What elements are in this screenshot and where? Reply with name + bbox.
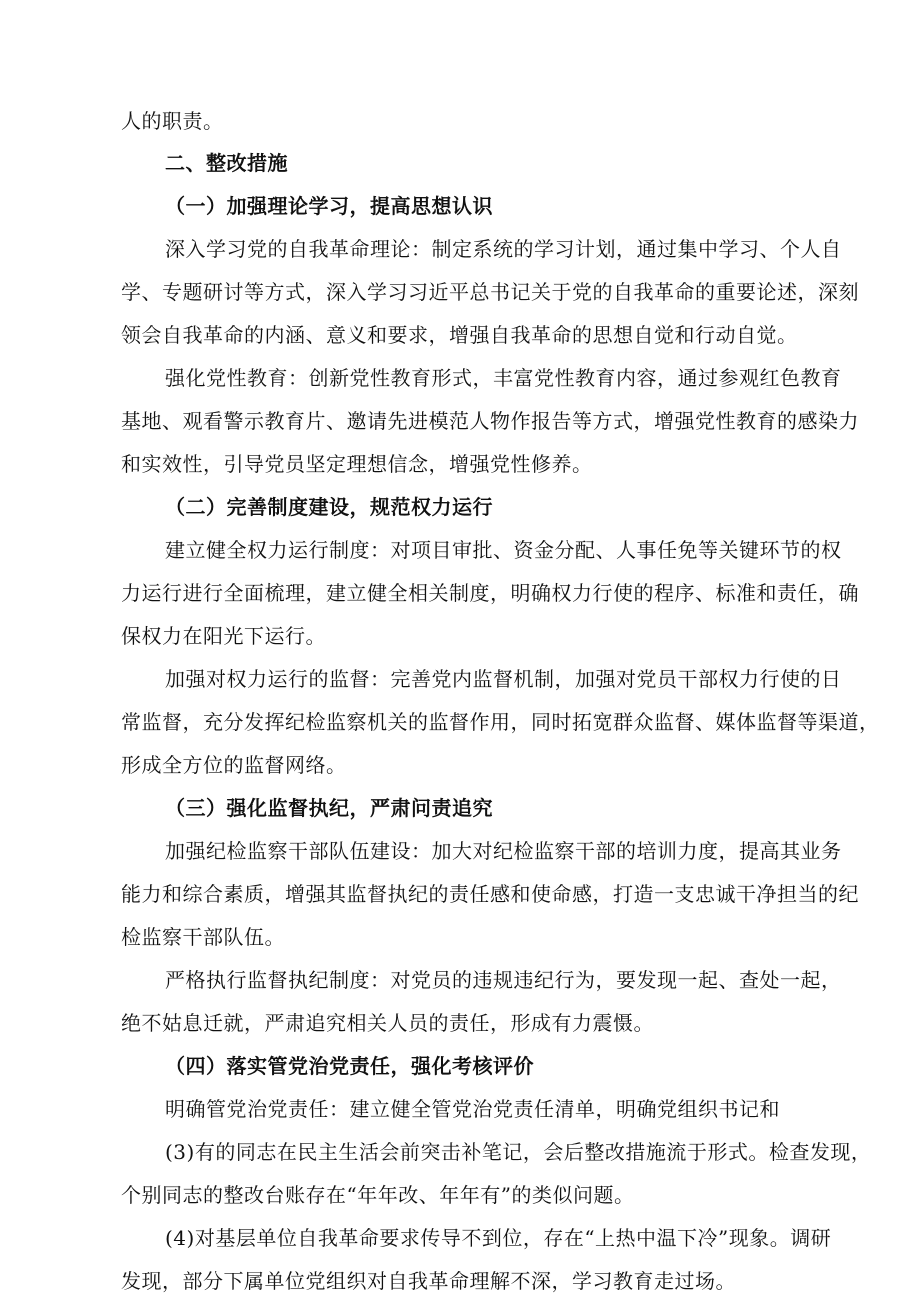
paragraph-line: 个别同志的整改台账存在“年年改、年年有”的类似问题。 [121, 1183, 635, 1207]
paragraph-line: 建立健全权力运行制度：对项目审批、资金分配、人事任免等关键环节的权 [165, 538, 842, 562]
paragraph-line: 和实效性，引导党员坚定理想信念，增强党性修养。 [121, 452, 593, 476]
paragraph-line: 力运行进行全面梳理，建立健全相关制度，明确权力行使的程序、标准和责任，确 [121, 581, 859, 605]
paragraph-line: 强化党性教育：创新党性教育形式，丰富党性教育内容，通过参观红色教育 [165, 366, 842, 390]
paragraph-line: 领会自我革命的内涵、意义和要求，增强自我革命的思想自觉和行动自觉。 [121, 323, 798, 347]
paragraph-line: 加强对权力运行的监督：完善党内监督机制，加强对党员干部权力行使的日 [165, 667, 842, 691]
paragraph-line: 明确管党治党责任：建立健全管党治党责任清单，明确党组织书记和 [165, 1097, 780, 1121]
paragraph-line: 形成全方位的监督网络。 [121, 753, 347, 777]
paragraph-line: 深入学习党的自我革命理论：制定系统的学习计划，通过集中学习、个人自 [165, 237, 842, 261]
subsection-heading: （一）加强理论学习，提高思想认识 [165, 194, 493, 218]
paragraph-line: 绝不姑息迁就，严肃追究相关人员的责任，形成有力震慑。 [121, 1011, 654, 1035]
subsection-heading: （二）完善制度建设，规范权力运行 [165, 495, 493, 519]
subsection-heading: （四）落实管党治党责任，强化考核评价 [165, 1054, 534, 1078]
section-heading: 二、整改措施 [165, 151, 288, 175]
paragraph-line: (4)对基层单位自我革命要求传导不到位，存在“上热中温下冷”现象。调研 [165, 1226, 832, 1250]
subsection-heading: （三）强化监督执纪，严肃问责追究 [165, 796, 493, 820]
paragraph-line: 检监察干部队伍。 [121, 925, 285, 949]
paragraph-line: 保权力在阳光下运行。 [121, 624, 326, 648]
text-line: 人的职责。 [121, 109, 224, 133]
paragraph-line: 常监督，充分发挥纪检监察机关的监督作用，同时拓宽群众监督、媒体监督等渠道， [121, 710, 880, 734]
paragraph-line: 能力和综合素质，增强其监督执纪的责任感和使命感，打造一支忠诚干净担当的纪 [121, 882, 859, 906]
paragraph-line: (3)有的同志在民主生活会前突击补笔记，会后整改措施流于形式。检查发现， [165, 1140, 872, 1164]
paragraph-line: 学、专题研讨等方式，深入学习习近平总书记关于党的自我革命的重要论述，深刻 [121, 280, 859, 304]
paragraph-line: 严格执行监督执纪制度：对党员的违规违纪行为，要发现一起、查处一起， [165, 968, 842, 992]
paragraph-line: 加强纪检监察干部队伍建设：加大对纪检监察干部的培训力度，提高其业务 [165, 839, 842, 863]
paragraph-line: 基地、观看警示教育片、邀请先进模范人物作报告等方式，增强党性教育的感染力 [121, 409, 859, 433]
paragraph-line: 发现，部分下属单位党组织对自我革命理解不深，学习教育走过场。 [121, 1269, 736, 1293]
